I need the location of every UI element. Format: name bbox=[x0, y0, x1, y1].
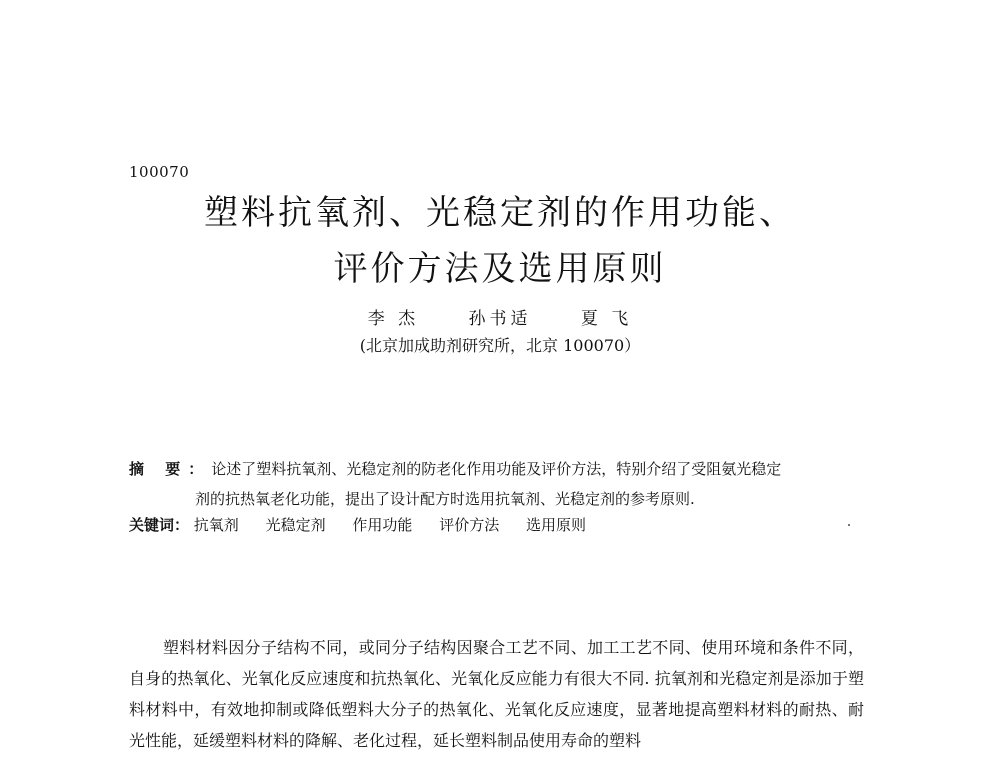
abstract-line-1 bbox=[129, 454, 869, 484]
keyword: 评价方法 bbox=[439, 516, 500, 534]
keyword: 作用功能 bbox=[352, 516, 413, 534]
scan-speck bbox=[848, 524, 850, 526]
postal-code: 100070 bbox=[129, 163, 190, 181]
author-name: 夏 飞 bbox=[580, 309, 633, 329]
author-list bbox=[0, 304, 1000, 329]
abstract-label: 摘 要： bbox=[129, 460, 212, 478]
author-name: 孙书适 bbox=[468, 309, 532, 329]
paper-title-line-1: 塑料抗氧剂、光稳定剂的作用功能、 bbox=[204, 193, 796, 233]
body-paragraph: 塑料材料因分子结构不同，或同分子结构因聚合工艺不同、加工工艺不同、使用环境和条件不同，自身的热氧化、光氧化反应速度和抗热氧化、光氧化反应能力有很大不同. 抗氧剂和光稳定剂是添加于塑料材料中，有效地抑制或降低塑料大分子的热氧化、光氧化反应速度，显著地提高塑料材料的耐热、耐光性能，延缓塑料材料的降解、老化过程，延长塑料制品使用寿命的塑料 bbox=[129, 638, 864, 750]
abstract-text-1: 论述了塑料抗氧剂、光稳定剂的防老化作用功能及评价方法，特别介绍了受阻氨光稳定 bbox=[211, 460, 782, 478]
author-name: 李 杰 bbox=[367, 309, 420, 329]
keywords bbox=[129, 514, 608, 535]
keyword: 选用原则 bbox=[525, 516, 586, 534]
keyword: 光稳定剂 bbox=[265, 516, 326, 534]
paper-title-line-2: 评价方法及选用原则 bbox=[333, 249, 667, 289]
keyword: 抗氧剂 bbox=[193, 516, 239, 534]
affiliation: (北京加成助剂研究所，北京 100070） bbox=[359, 336, 641, 355]
body-text bbox=[129, 632, 864, 756]
abstract-text-2: 剂的抗热氧老化功能，提出了设计配方时选用抗氧剂、光稳定剂的参考原则. bbox=[195, 490, 695, 508]
keywords-label: 关键词： bbox=[129, 516, 190, 534]
abstract bbox=[129, 454, 869, 514]
